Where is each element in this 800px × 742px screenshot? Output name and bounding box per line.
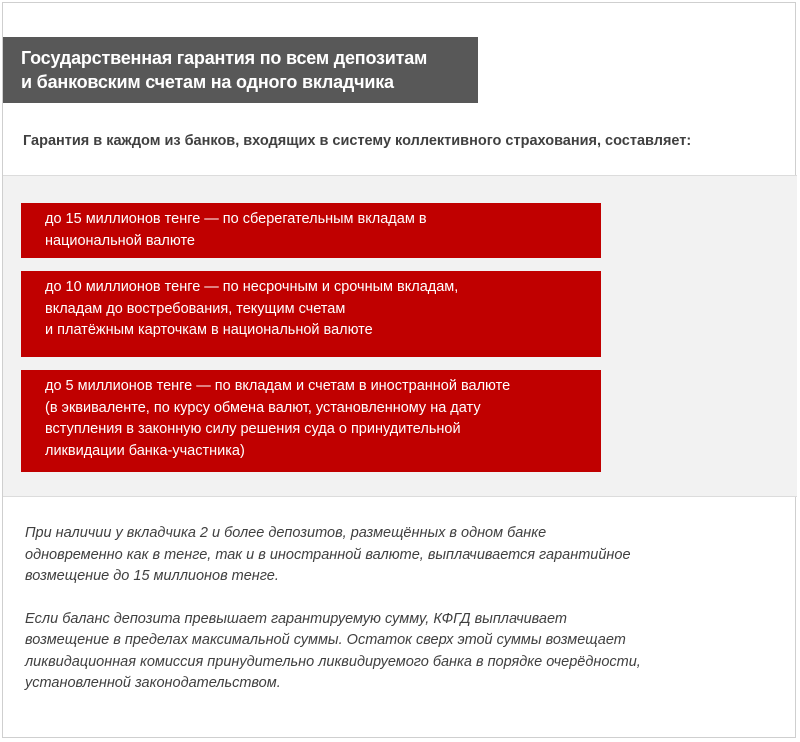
note-line: При наличии у вкладчика 2 и более депозитов, размещённых в одном банке xyxy=(25,525,547,541)
infographic-frame xyxy=(2,2,796,738)
box-line: ликвидации банка-участника) xyxy=(45,442,245,459)
title-line-1: Государственная гарантия по всем депозитам xyxy=(21,48,428,68)
note-line: установленной законодательством. xyxy=(25,675,281,691)
note-line: одновременно как в тенге, так и в иностранной валюте, выплачивается гарантийное xyxy=(25,546,631,563)
page-title xyxy=(3,37,478,103)
note-multiple-deposits xyxy=(25,523,785,588)
note-line: возмещение до 15 миллионов тенге. xyxy=(25,568,279,584)
box-line: (в эквиваленте, по курсу обмена валют, установленному на дату xyxy=(45,399,481,416)
note-line: возмещение в пределах максимальной суммы. Остаток сверх этой суммы возмещает xyxy=(25,632,626,648)
intro-text: Гарантия в каждом из банков, входящих в систему коллективного страхования, составляет: xyxy=(23,133,692,149)
box-line: до 15 миллионов тенге — по сберегательным вкладам в xyxy=(45,211,427,227)
notes-section xyxy=(25,523,785,716)
box-line: до 5 миллионов тенге — по вкладам и счетам в иностранной валюте xyxy=(45,378,511,394)
title-line-2: и банковским счетам на одного вкладчика xyxy=(21,72,394,92)
guarantee-section xyxy=(3,175,797,497)
guarantee-box-tenge-savings xyxy=(21,203,601,258)
note-line: Если баланс депозита превышает гарантируемую сумму, КФГД выплачивает xyxy=(25,610,567,627)
note-balance-excess xyxy=(25,609,785,695)
guarantee-box-foreign-currency xyxy=(21,370,601,472)
box-line: до 10 миллионов тенге — по несрочным и срочным вкладам, xyxy=(45,279,459,295)
box-line: национальной валюте xyxy=(45,232,195,249)
box-line: вступления в законную силу решения суда о принудительной xyxy=(45,421,461,437)
guarantee-box-tenge-deposits xyxy=(21,271,601,357)
note-line: ликвидационная комиссия принудительно ликвидируемого банка в порядке очерёдности, xyxy=(25,653,641,670)
box-line: и платёжным карточкам в национальной валюте xyxy=(45,322,373,338)
box-line: вкладам до востребования, текущим счетам xyxy=(45,300,346,317)
